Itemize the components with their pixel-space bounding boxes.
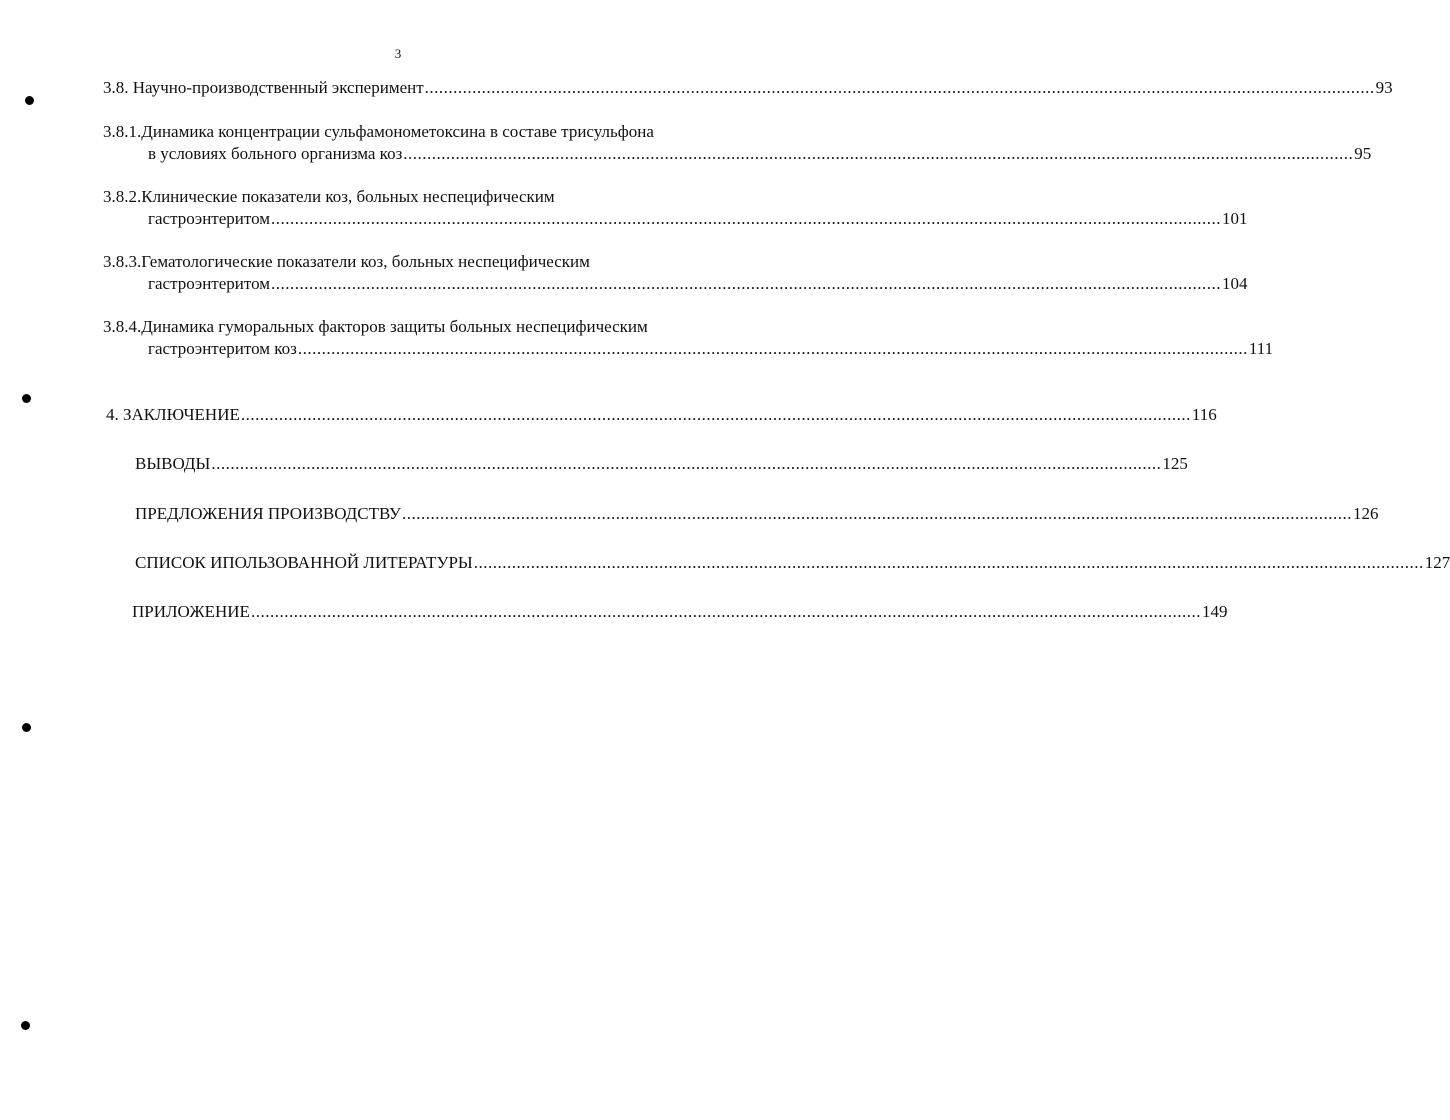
toc-entry-text: СПИСОК ИПОЛЬЗОВАННОЙ ЛИТЕРАТУРЫ xyxy=(135,553,473,572)
toc-entry-page: 93 xyxy=(1375,78,1393,97)
toc-entry-page: 116 xyxy=(1191,405,1217,424)
toc-entry-prilozhenie[interactable] xyxy=(132,601,1228,623)
punch-hole-mark xyxy=(22,394,31,403)
toc-entry-text: гастроэнтеритом xyxy=(148,274,271,293)
toc-leader-dots: ........................................................................................................................................................................................................ xyxy=(401,504,1352,523)
toc-entry-text: гастроэнтеритом xyxy=(148,209,271,228)
toc-entry-page: 104 xyxy=(1222,274,1248,293)
toc-entry-3-8[interactable] xyxy=(103,77,1393,99)
toc-leader-dots: ........................................................................................................................................................................................................ xyxy=(473,553,1424,572)
toc-entry-heading: 3.8.3.Гематологические показатели коз, больных неспецифическим xyxy=(103,252,590,271)
toc-entry-text: в условиях больного организма коз xyxy=(148,144,403,163)
toc-entry-predlozheniya[interactable] xyxy=(135,503,1379,525)
toc-entry-text: 3.8. Научно-производственный эксперимент xyxy=(103,78,424,97)
toc-entry-text: ВЫВОДЫ xyxy=(135,454,211,473)
toc-entry-page: 101 xyxy=(1222,209,1248,228)
toc-entry-heading: 3.8.1.Динамика концентрации сульфамонометоксина в составе трисульфона xyxy=(103,122,654,141)
toc-leader-dots: ........................................................................................................................................................................................................ xyxy=(297,339,1248,358)
toc-entry-3-8-1[interactable] xyxy=(148,143,1372,165)
toc-leader-dots: ........................................................................................................................................................................................................ xyxy=(271,274,1222,293)
toc-leader-dots: ........................................................................................................................................................................................................ xyxy=(271,209,1222,228)
toc-leader-dots: ........................................................................................................................................................................................................ xyxy=(240,405,1191,424)
toc-entry-heading: 3.8.2.Клинические показатели коз, больных неспецифическим xyxy=(103,187,555,206)
toc-entry-4[interactable] xyxy=(106,404,1217,426)
toc-leader-dots: ........................................................................................................................................................................................................ xyxy=(424,78,1375,97)
punch-hole-mark xyxy=(22,723,31,732)
toc-entry-page: 127 xyxy=(1424,553,1450,572)
toc-entry-spisok[interactable] xyxy=(135,552,1450,574)
toc-entry-page: 111 xyxy=(1248,339,1274,358)
toc-entry-text: ПРЕДЛОЖЕНИЯ ПРОИЗВОДСТВУ xyxy=(135,504,401,523)
toc-entry-text: 4. ЗАКЛЮЧЕНИЕ xyxy=(106,405,240,424)
toc-entry-3-8-2[interactable] xyxy=(148,208,1248,230)
toc-entry-text: гастроэнтеритом коз xyxy=(148,339,297,358)
page-number: 3 xyxy=(394,46,402,61)
toc-entry-page: 149 xyxy=(1201,602,1228,621)
toc-entry-page: 125 xyxy=(1162,454,1188,473)
toc-entry-3-8-4[interactable] xyxy=(148,338,1274,360)
toc-leader-dots: ........................................................................................................................................................................................................ xyxy=(211,454,1162,473)
toc-entry-text: ПРИЛОЖЕНИЕ xyxy=(132,602,250,621)
punch-hole-mark xyxy=(25,96,34,105)
toc-entry-page: 95 xyxy=(1354,144,1372,163)
toc-entry-vyvody[interactable] xyxy=(135,453,1188,475)
toc-leader-dots: ........................................................................................................................................................................................................ xyxy=(250,602,1201,621)
punch-hole-mark xyxy=(21,1021,30,1030)
toc-entry-3-8-3[interactable] xyxy=(148,273,1248,295)
toc-leader-dots: ........................................................................................................................................................................................................ xyxy=(403,144,1354,163)
toc-entry-page: 126 xyxy=(1352,504,1379,523)
toc-entry-heading: 3.8.4.Динамика гуморальных факторов защиты больных неспецифическим xyxy=(103,317,648,336)
